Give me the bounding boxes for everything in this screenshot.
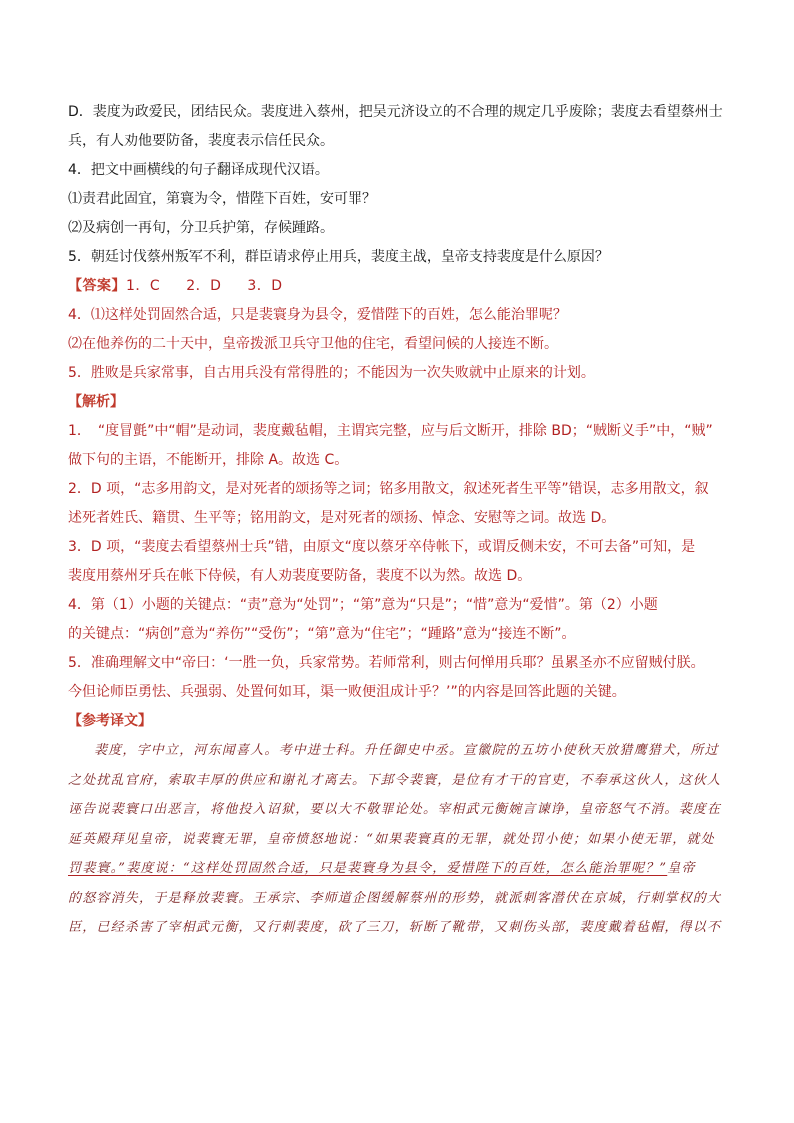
translation-line-6: 的怒容消失，于是释放裴寰。王承宗、李师道企图缓解蔡州的形势，就派刺客潜伏在京城，行刺掌权的大 [68, 890, 722, 906]
translation-line-2: 之处扰乱官府，索取丰厚的供应和谢礼才离去。下邽令裴寰，是位有才干的官吏，不奉承这伙人，这伙人 [68, 772, 722, 788]
answer-label: 【答案】 [68, 278, 126, 294]
question-4-stem: 4．把文中画横线的句子翻译成现代汉语。 [68, 162, 329, 178]
answer-4-2: ⑵在他养伤的二十天中，皇帝拨派卫兵守卫他的住宅，看望问候的人接连不断。 [68, 336, 558, 352]
translation-line-4: 延英殿拜见皇帝，说裴寰无罪，皇帝愤怒地说：“如果裴寰真的无罪，就处罚小使；如果小使无罪，就处 [68, 831, 715, 847]
question-5-stem: 5．朝廷讨伐蔡州叛军不利，群臣请求停止用兵，裴度主战，皇帝支持裴度是什么原因？ [68, 249, 609, 265]
translation-line-1: 裴度，字中立，河东闻喜人。考中进士科。升任御史中丞。宣徽院的五坊小使秋天放猎鹰猎犬，所过 [94, 743, 719, 758]
answer-line [68, 272, 726, 301]
translation-line-5 [68, 854, 726, 884]
option-d-line-2: 兵，有人劝他要防备，裴度表示信任民众。 [68, 133, 334, 149]
analysis-2-line-1: 2．D 项，“志多用韵文，是对死者的颂扬等之词；铭多用散文，叙述死者生平等”错误，志多用散文，叙 [68, 481, 709, 497]
translation-underlined-sentence: 裴度说：“这样处罚固然合适，只是裴寰身为县令，爱惜陛下的百姓，怎么能治罪呢？” [126, 861, 668, 876]
answer-4-1: 4．⑴这样处罚固然合适，只是裴寰身为县令，爱惜陛下的百姓，怎么能治罪呢？ [68, 307, 567, 323]
analysis-1-line-1: 1． “度冒氈”中“帽”是动词，裴度戴毡帽，主谓宾完整，应与后文断开，排除 BD；“贼断义手”中，“贼” [68, 423, 713, 439]
answer-3: 3．D [247, 278, 283, 294]
analysis-label: 【解析】 [68, 394, 124, 410]
question-4-item-1: ⑴责君此固宜，第寰为令，惜陛下百姓，安可罪？ [68, 191, 376, 207]
option-d-line-1: D．裴度为政爱民，团结民众。裴度进入蔡州，把吴元济设立的不合理的规定几乎废除；裴度去看望蔡州士 [68, 104, 723, 120]
question-4-item-2: ⑵及病创一再旬，分卫兵护第，存候踵路。 [68, 220, 334, 236]
analysis-3-line-2: 裴度用蔡州牙兵在帐下侍候，有人劝裴度要防备，裴度不以为然。故选 D。 [68, 568, 532, 584]
translation-label: 【参考译文】 [68, 713, 152, 729]
translation-line-5-start: 罚裴寰。” [68, 861, 127, 876]
analysis-1-line-2: 做下句的主语，不能断开，排除 A。故选 C。 [68, 452, 349, 468]
translation-line-3: 诬告说裴寰口出恶言，将他投入诏狱，要以大不敬罪论处。宰相武元衡婉言谏诤，皇帝怒气不消。裴度在 [68, 802, 722, 817]
answer-1: 1．C [126, 278, 161, 294]
analysis-5-line-2: 今但论师臣勇怯、兵强弱、处置何如耳，渠一败便沮成计乎？’”的内容是回答此题的关键。 [68, 684, 626, 700]
analysis-4-line-2: 的关键点：“病创”意为“养伤”“受伤”；“第”意为“住宅”；“踵路”意为“接连不断”。 [68, 626, 576, 642]
translation-line-7: 臣，已经杀害了宰相武元衡，又行刺裴度，砍了三刀，斩断了靴带，又刺伤头部，裴度戴着毡帽，得以不 [68, 920, 722, 935]
answer-5: 5．胜败是兵家常事，自古用兵没有常得胜的；不能因为一次失败就中止原来的计划。 [68, 365, 595, 381]
analysis-2-line-2: 述死者姓氏、籍贯、生平等；铭用韵文，是对死者的颂扬、悼念、安慰等之词。故选 D。 [68, 510, 616, 526]
analysis-4-line-1: 4．第（1）小题的关键点：“责”意为“处罚”；“第”意为“只是”；“惜”意为“爱惜”。第（2）小题 [68, 597, 658, 613]
translation-line-5-end: 皇帝 [667, 861, 696, 876]
answer-2: 2．D [186, 278, 222, 294]
analysis-5-line-1: 5．准确理解文中“帝曰：‘一胜一负，兵家常势。若师常利，则古何惮用兵耶？虽累圣亦不应留贼付朕。 [68, 655, 705, 671]
analysis-3-line-1: 3．D 项，“裴度去看望蔡州士兵”错，由原文“度以蔡牙卒侍帐下，或谓反侧未安，不可去备”可知，是 [68, 539, 696, 555]
